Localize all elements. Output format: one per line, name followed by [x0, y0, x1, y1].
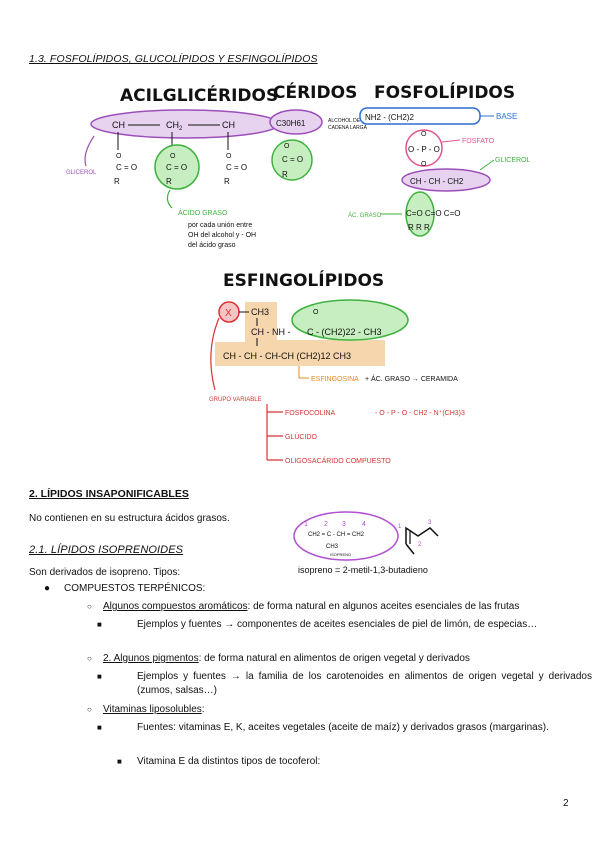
svg-text:ESFINGOSINA: ESFINGOSINA — [311, 376, 359, 383]
svg-text:FOSFATO: FOSFATO — [462, 138, 495, 145]
svg-text:FOSFOCOLINA: FOSFOCOLINA — [285, 410, 336, 417]
svg-text:BASE: BASE — [496, 112, 518, 121]
svg-text:C = O: C = O — [226, 163, 248, 172]
list-item-pigmentos: ○ 2. Algunos pigmentos: de forma natural en alimentos de origen vegetal y derivados — [87, 653, 470, 664]
svg-text:CH - CH - CH2: CH - CH - CH2 — [410, 177, 464, 186]
svg-text:C = O: C = O — [116, 163, 138, 172]
svg-text:CH: CH — [222, 120, 235, 130]
lipid-structures-drawing — [60, 74, 580, 264]
svg-text:3: 3 — [342, 521, 346, 528]
svg-text:por cada unión entre: por cada unión entre — [188, 222, 253, 229]
section-2-title: 2. LÍPIDOS INSAPONIFICABLES — [29, 488, 189, 500]
svg-text:O: O — [116, 153, 122, 160]
list-item-vitaminas-fuentes: ■ Fuentes: vitaminas E, K, aceites vegetales (aceite de maíz) y derivados grasos (margarinas). — [97, 722, 549, 733]
svg-text:2: 2 — [418, 542, 422, 548]
svg-text:X: X — [225, 308, 232, 319]
section-1-3-title: 1.3. FOSFOLÍPIDOS, GLUCOLÍPIDOS Y ESFINGOLÍPIDOS — [29, 53, 318, 65]
page-number: 2 — [563, 798, 569, 809]
svg-text:CH2 = C - CH = CH2: CH2 = C - CH = CH2 — [308, 532, 365, 538]
svg-text:1: 1 — [398, 524, 402, 530]
section-2-1-title: 2.1. LÍPIDOS ISOPRENOIDES — [29, 544, 184, 556]
isoprene-oval-figure — [290, 508, 450, 566]
svg-text:CH - NH -: CH - NH - — [251, 327, 291, 337]
list-item-aromaticos-ejemplo: ■ Ejemplos y fuentes → componentes de aceites esenciales de piel de limón, de especias… — [97, 619, 538, 630]
svg-text:+ ÁC. GRASO → CERAMIDA: + ÁC. GRASO → CERAMIDA — [365, 376, 458, 383]
list-item-pigmentos-ejemplo: ■ Ejemplos y fuentes → la familia de los carotenoides en alimentos de origen vegetal y derivados (zumos, salsas…) — [97, 671, 592, 696]
svg-text:O: O — [284, 143, 290, 150]
svg-text:R: R — [224, 177, 230, 186]
svg-text:CH: CH — [112, 120, 125, 130]
svg-text:R: R — [166, 177, 172, 186]
svg-text:CH3: CH3 — [326, 544, 339, 550]
svg-text:O: O — [421, 131, 427, 138]
bullet-square: ■ — [117, 757, 122, 766]
bullet-square: ■ — [97, 723, 102, 732]
svg-text:ÁC. GRASO: ÁC. GRASO — [348, 213, 382, 219]
svg-text:O: O — [421, 161, 427, 168]
svg-text:GLÚCIDO: GLÚCIDO — [285, 434, 317, 441]
acilgliceridos-title: ACILGLICÉRIDOS — [120, 86, 279, 106]
isoprene-caption: isopreno = 2-metil-1,3-butadieno — [298, 565, 428, 575]
svg-text:GRUPO VARIABLE: GRUPO VARIABLE — [209, 397, 262, 403]
bullet-square: ■ — [97, 672, 102, 681]
list-item-aromaticos: ○ Algunos compuestos aromáticos: de forma natural en algunos aceites esenciales de las frutas — [87, 601, 520, 612]
svg-text:C = O: C = O — [282, 155, 304, 164]
svg-text:R: R — [282, 170, 288, 179]
svg-text:C30H61: C30H61 — [276, 119, 306, 128]
bullet-circle: ○ — [87, 654, 92, 663]
svg-text:O - P - O: O - P - O — [408, 145, 440, 154]
section-2-1-intro: Son derivados de isopreno. Tipos: — [29, 567, 181, 578]
svg-text:2: 2 — [324, 521, 328, 528]
svg-text:O: O — [226, 153, 232, 160]
svg-text:CH - CH - CH-CH (CH2)12 CH3: CH - CH - CH-CH (CH2)12 CH3 — [223, 351, 352, 361]
svg-text:C - (CH2)22 - CH3: C - (CH2)22 - CH3 — [307, 327, 382, 337]
svg-text:- O - P - O - CH2 - N⁺(CH3)3: - O - P - O - CH2 - N⁺(CH3)3 — [375, 410, 465, 417]
svg-text:OLIGOSACÁRIDO COMPUESTO: OLIGOSACÁRIDO COMPUESTO — [285, 458, 391, 465]
svg-text:R R R: R R R — [408, 223, 430, 232]
section-2-intro: No contienen en su estructura ácidos grasos. — [29, 513, 230, 524]
svg-text:ALCOHOL DE: ALCOHOL DE — [328, 118, 361, 124]
svg-text:1: 1 — [304, 521, 308, 528]
bullet-circle: ○ — [87, 705, 92, 714]
bullet-square: ■ — [97, 620, 102, 629]
list-item-vitaminas: ○ Vitaminas liposolubles: — [87, 704, 205, 715]
svg-text:CH3: CH3 — [251, 307, 270, 317]
svg-text:GLICEROL: GLICEROL — [495, 157, 531, 164]
acido-graso-label: ÁCIDO GRASO — [178, 210, 228, 217]
svg-text:NH2 - (CH2)2: NH2 - (CH2)2 — [365, 113, 414, 122]
svg-text:R: R — [114, 177, 120, 186]
list-item-vitamina-e: ■ Vitamina E da distintos tipos de tocoferol: — [117, 756, 321, 767]
svg-text:C=O C=O C=O: C=O C=O C=O — [406, 209, 461, 218]
fosfolipidos-title: FOSFOLÍPIDOS — [374, 83, 516, 103]
svg-text:CADENA LARGA: CADENA LARGA — [328, 125, 367, 131]
list-item-compuestos: ● COMPUESTOS TERPÉNICOS: — [44, 583, 206, 594]
svg-text:O: O — [313, 309, 319, 316]
svg-text:C = O: C = O — [166, 163, 188, 172]
esfingolipidos-title: ESFINGOLÍPIDOS — [223, 271, 385, 291]
svg-text:CH2: $CH_2$ — [166, 120, 183, 132]
ceridos-title: CÉRIDOS — [273, 83, 358, 103]
svg-text:4: 4 — [362, 521, 366, 528]
bullet-circle: ○ — [87, 602, 92, 611]
svg-text:ISOPRENO: ISOPRENO — [330, 552, 352, 557]
svg-text:OH del alcohol y - OH: OH del alcohol y - OH — [188, 232, 257, 239]
svg-text:del ácido graso: del ácido graso — [188, 242, 236, 249]
bullet-dot: ● — [44, 583, 51, 594]
esfingolipidos-drawing — [195, 262, 575, 472]
glicerol-label: GLICEROL — [66, 170, 97, 176]
svg-text:3: 3 — [428, 520, 432, 526]
svg-text:O: O — [170, 153, 176, 160]
